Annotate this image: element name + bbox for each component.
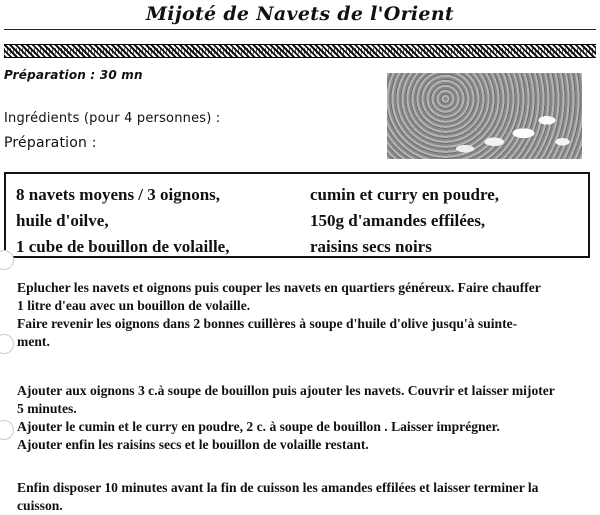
preparation-steps xyxy=(17,279,587,515)
punch-hole xyxy=(0,334,14,354)
paragraph-gap xyxy=(17,351,587,382)
ingredient-item: 8 navets moyens / 3 oignons, xyxy=(16,185,221,204)
ingredient-item: 1 cube de bouillon de volaille, xyxy=(16,237,230,256)
step-line: Eplucher les navets et oignons puis couper les navets en quartiers généreux. Faire chauffer xyxy=(17,280,541,295)
recipe-title: Mijoté de Navets de l'Orient xyxy=(145,3,455,25)
ingredient-item: cumin et curry en poudre, xyxy=(310,185,500,204)
ingredient-item: raisins secs noirs xyxy=(310,237,432,256)
punch-hole xyxy=(0,420,14,440)
step-line: Ajouter le cumin et le curry en poudre, 2 c. à soupe de bouillon . Laisser imprégner. xyxy=(17,419,500,434)
step-line: ment. xyxy=(17,334,50,349)
decorative-border-band xyxy=(4,44,596,58)
punch-hole xyxy=(0,250,14,270)
ingredients-column-left xyxy=(16,182,229,260)
step-line: 5 minutes. xyxy=(17,401,77,416)
step-line: Faire revenir les oignons dans 2 bonnes cuillères à soupe d'huile d'olive jusqu'à suinte- xyxy=(17,316,518,331)
ingredient-item: huile d'oilve, xyxy=(16,211,109,230)
ingredients-column-right xyxy=(310,182,499,260)
step-line: Enfin disposer 10 minutes avant la fin de cuisson les amandes effilées et laisser terminer la xyxy=(17,480,539,495)
ingredients-box xyxy=(4,172,590,258)
step-line: Ajouter aux oignons 3 c.à soupe de bouillon puis ajouter les navets. Couvrir et laisser mijoter xyxy=(17,383,555,398)
preparation-heading: Préparation : xyxy=(4,135,97,151)
step-line: 1 litre d'eau avec un bouillon de volaille. xyxy=(17,298,251,313)
ingredients-heading: Ingrédients (pour 4 personnes) : xyxy=(4,111,221,126)
paragraph-gap xyxy=(17,454,587,479)
ingredient-item: 150g d'amandes effilées, xyxy=(310,211,486,230)
preparation-time: Préparation : 30 mn xyxy=(4,68,143,82)
step-line: cuisson. xyxy=(17,498,63,513)
dish-photo xyxy=(387,73,582,159)
step-line: Ajouter enfin les raisins secs et le bouillon de volaille restant. xyxy=(17,437,369,452)
title-underline xyxy=(4,29,596,30)
